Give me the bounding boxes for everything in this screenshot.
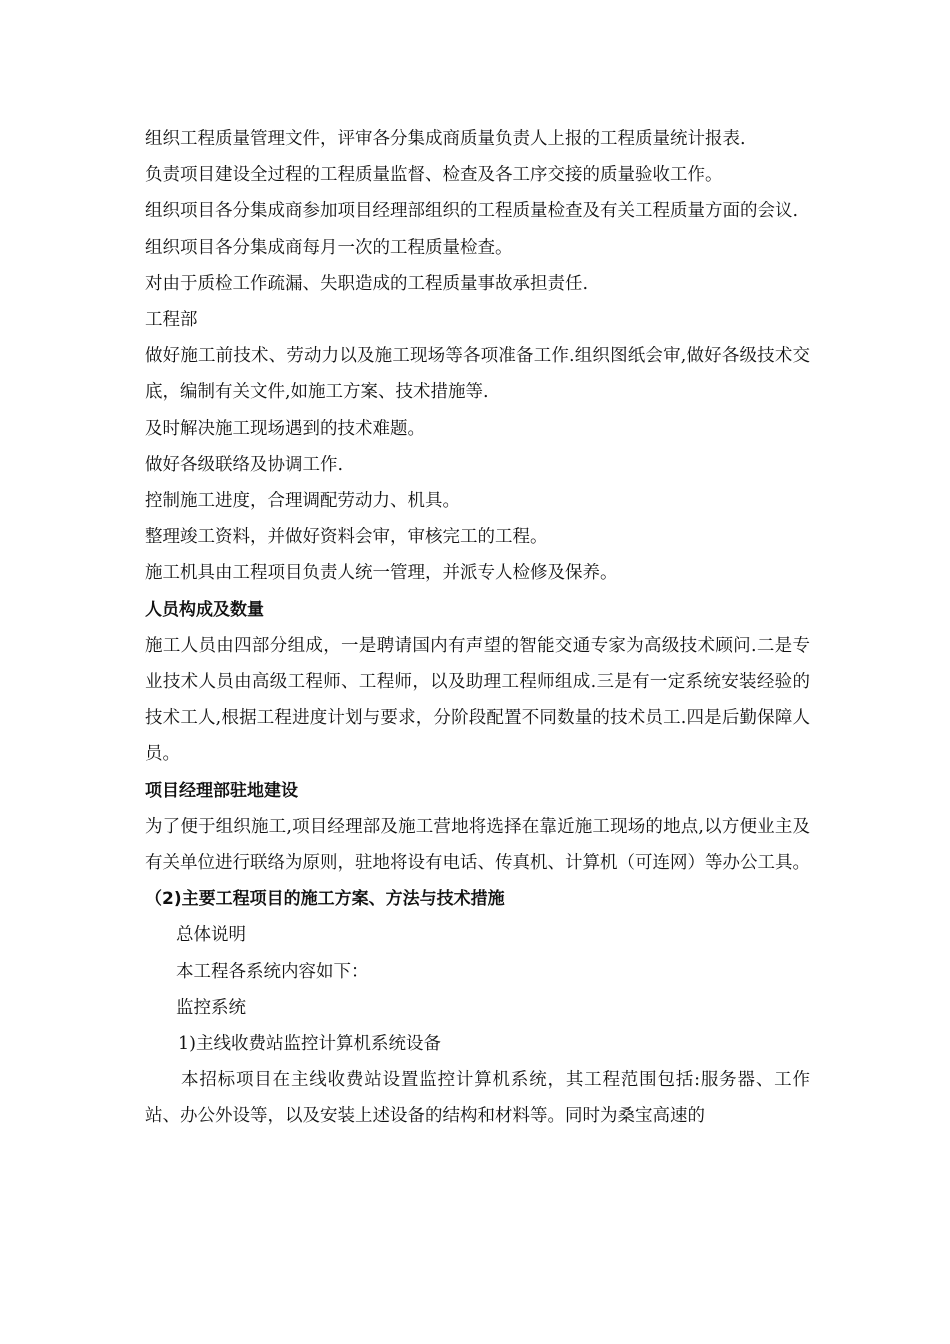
paragraph-accident-responsibility: 对由于质检工作疏漏、失职造成的工程质量事故承担责任.	[145, 273, 589, 294]
paragraph-quality-supervision: 负责项目建设全过程的工程质量监督、检查及各工序交接的质量验收工作。	[145, 165, 723, 186]
paragraph-systems-intro: 本工程各系统内容如下：	[176, 961, 369, 982]
paragraph-preparation: 做好施工前技术、劳动力以及施工现场等各项准备工作.组织图纸会审,做好各级技术交底，编制有关文件,如施工方案、技术措施等.	[145, 346, 810, 403]
paragraph-quality-meetings: 组织项目各分集成商参加项目经理部组织的工程质量检查及有关工程质量方面的会议.	[145, 201, 799, 222]
paragraph-project-scope: 本招标项目在主线收费站设置监控计算机系统，其工程范围包括:服务器、工作站、办公外设等，以及安装上述设备的结构和材料等。同时为桑宝高速的	[145, 1070, 810, 1127]
paragraph-completion-docs: 整理竣工资料，并做好资料会审，审核完工的工程。	[145, 527, 548, 548]
paragraph-monitoring-system: 监控系统	[176, 997, 246, 1018]
paragraph-staffing: 施工人员由四部分组成，一是聘请国内有声望的智能交通专家为高级技术顾问.二是专业技术人员由高级工程师、工程师，以及助理工程师组成.三是有一定系统安装经验的技术工人,根据工程进度计划与要求，分阶段配置不同数量的技术员工.四是后勤保障人员。	[145, 635, 810, 765]
document-body	[145, 121, 810, 1135]
paragraph-overview: 总体说明	[176, 925, 246, 946]
heading-site-office: 项目经理部驻地建设	[145, 780, 298, 801]
paragraph-equipment-management: 施工机具由工程项目负责人统一管理，并派专人检修及保养。	[145, 563, 618, 584]
heading-staffing: 人员构成及数量	[145, 599, 264, 620]
paragraph-technical-problems: 及时解决施工现场遇到的技术难题。	[145, 418, 425, 439]
paragraph-quality-docs: 组织工程质量管理文件，评审各分集成商质量负责人上报的工程质量统计报表.	[145, 129, 746, 149]
paragraph-coordination: 做好各级联络及协调工作.	[145, 454, 344, 475]
section-label-engineering-dept: 工程部	[145, 310, 198, 331]
paragraph-progress-control: 控制施工进度，合理调配劳动力、机具。	[145, 491, 460, 512]
paragraph-monthly-inspection: 组织项目各分集成商每月一次的工程质量检查。	[145, 237, 513, 258]
heading-construction-plan: （2)主要工程项目的施工方案、方法与技术措施	[145, 889, 505, 910]
paragraph-toll-station-equipment: 1)主线收费站监控计算机系统设备	[178, 1034, 441, 1055]
paragraph-site-office: 为了便于组织施工,项目经理部及施工营地将选择在靠近施工现场的地点,以方便业主及有关单位进行联络为原则，驻地将设有电话、传真机、计算机（可连网）等办公工具。	[145, 816, 810, 874]
